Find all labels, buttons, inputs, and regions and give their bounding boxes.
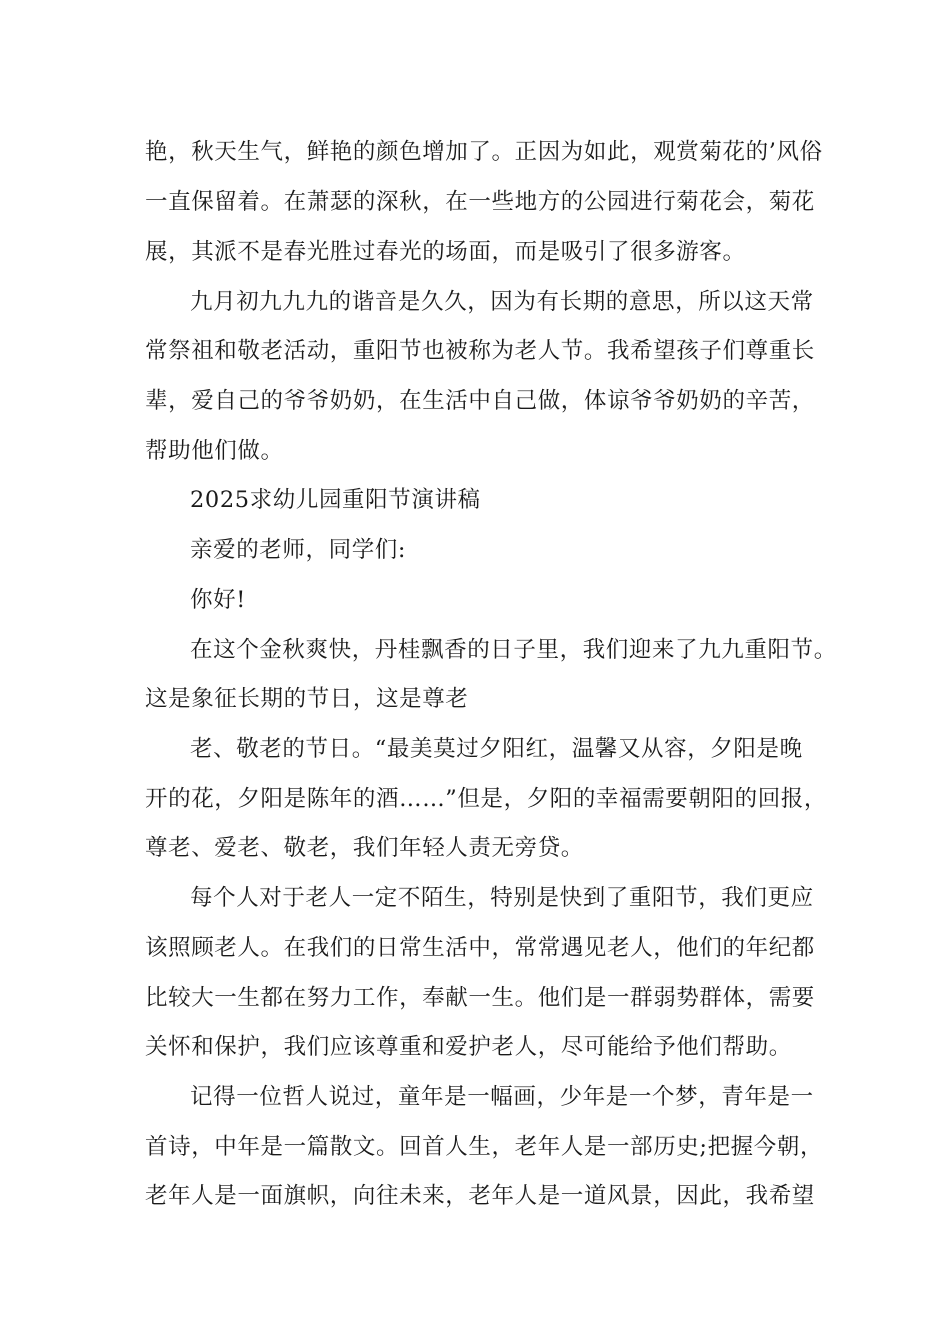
text-line: 记得一位哲人说过，童年是一幅画，少年是一个梦，青年是一 [190, 1084, 814, 1110]
text-line: 老年人是一面旗帜，向往未来，老年人是一道风景，因此，我希望 [145, 1183, 815, 1209]
text-line: 艳，秋天生气，鲜艳的颜色增加了。正因为如此，观赏菊花的’风俗 [145, 139, 823, 165]
text-line: 在这个金秋爽快，丹桂飘香的日子里，我们迎来了九九重阳节。 [190, 637, 837, 663]
section-title: 2025求幼儿园重阳节演讲稿 [190, 487, 481, 513]
text-line: 关怀和保护，我们应该尊重和爱护老人，尽可能给予他们帮助。 [145, 1034, 792, 1060]
text-line: 比较大一生都在努力工作，奉献一生。他们是一群弱势群体，需要 [145, 985, 815, 1011]
text-line: 九月初九九九的谐音是久久，因为有长期的意思，所以这天常 [190, 289, 814, 315]
greeting: 你好! [190, 587, 246, 613]
text-line: 尊老、爱老、敬老，我们年轻人责无旁贷。 [145, 835, 584, 861]
text-line: 该照顾老人。在我们的日常生活中，常常遇见老人，他们的年纪都 [145, 935, 815, 961]
text-line: 开的花，夕阳是陈年的酒……”但是，夕阳的幸福需要朝阳的回报， [145, 786, 828, 812]
text-line: 展，其派不是春光胜过春光的场面，而是吸引了很多游客。 [145, 239, 746, 265]
text-line: 这是象征长期的节日，这是尊老 [145, 686, 469, 712]
text-line: 每个人对于老人一定不陌生，特别是快到了重阳节，我们更应 [190, 885, 814, 911]
text-line: 帮助他们做。 [145, 438, 284, 464]
text-line: 辈，爱自己的爷爷奶奶，在生活中自己做，体谅爷爷奶奶的辛苦， [145, 388, 815, 414]
salutation: 亲爱的老师，同学们: [190, 537, 407, 563]
text-line: 首诗，中年是一篇散文。回首人生，老年人是一部历史;把握今朝， [145, 1134, 824, 1160]
text-line: 常祭祖和敬老活动，重阳节也被称为老人节。我希望孩子们尊重长 [145, 338, 815, 364]
text-line: 一直保留着。在萧瑟的深秋，在一些地方的公园进行菊花会，菊花 [145, 189, 815, 215]
text-line: 老、敬老的节日。“最美莫过夕阳红，温馨又从容，夕阳是晚 [190, 736, 803, 762]
